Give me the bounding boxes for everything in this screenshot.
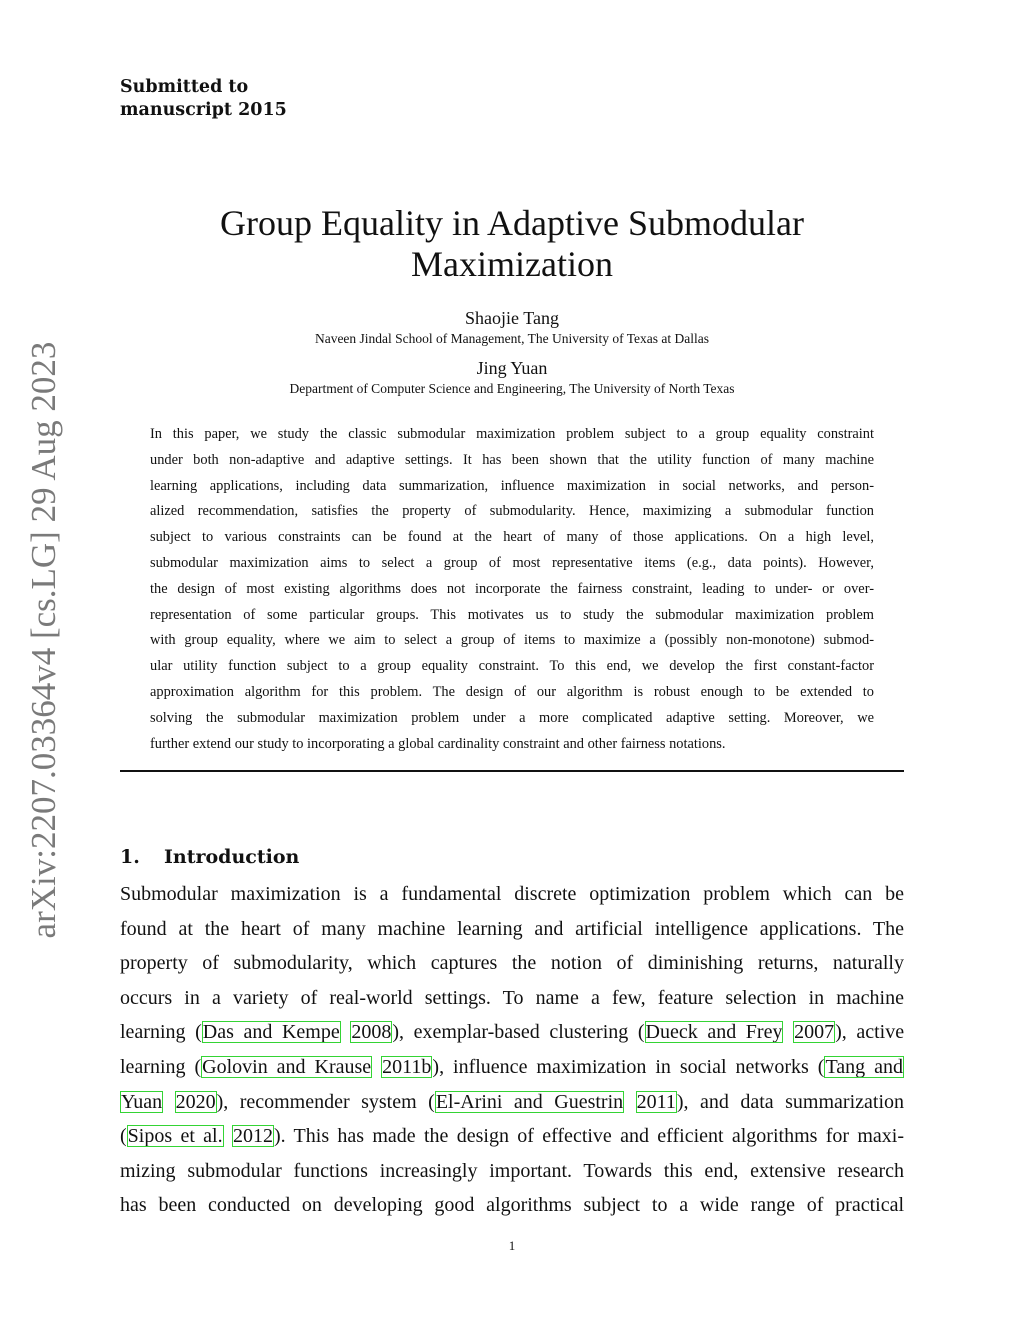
abstract-line: under both non-adaptive and adaptive settings. It has been shown that the utility function of many machine [150, 451, 874, 468]
journal-header [120, 76, 287, 122]
body-line [120, 1015, 904, 1050]
abstract [150, 422, 874, 757]
citation-link-tang-yuan-cont[interactable]: Yuan [121, 1090, 163, 1113]
abstract-divider [120, 770, 904, 772]
abstract-line: alized recommendation, satisfies the property of submodularity. Hence, maximizing a submodular function [150, 503, 874, 520]
abstract-line: subject to various constraints can be found at the heart of many of those applications. On a high level, [150, 529, 874, 546]
body-line: found at the heart of many machine learning and artificial intelligence applications. The [120, 917, 904, 940]
citation-link-das-kempe[interactable]: Das and Kempe [202, 1021, 340, 1044]
body-line [120, 1085, 904, 1120]
abstract-line: ular utility function subject to a group equality constraint. To this end, we develop the first constant-factor [150, 658, 874, 675]
header-line-1: Submitted to [120, 77, 249, 97]
section-title: Introduction [164, 846, 300, 868]
title-line-1: Group Equality in Adaptive Submodular [220, 203, 804, 243]
citation-link-dueck-frey-year[interactable]: 2007 [794, 1021, 835, 1044]
body-text-run: ), and data summarization [676, 1090, 904, 1113]
abstract-line: further extend our study to incorporating a global cardinality constraint and other fairness notations. [150, 735, 726, 752]
header-line-2: manuscript 2015 [120, 100, 287, 120]
citation-link-golovin-krause[interactable]: Golovin and Krause [202, 1055, 372, 1078]
body-line [120, 1050, 904, 1085]
body-text-run: learning ( [120, 1021, 202, 1044]
abstract-line: representation of some particular groups. This motivates us to study the submodular maximization problem [150, 606, 874, 623]
citation-link-tang-yuan[interactable]: Tang and [825, 1055, 903, 1078]
abstract-line: with group equality, where we aim to select a group of items to maximize a (possibly non-monotone) submod- [150, 632, 874, 649]
author-name: Jing Yuan [476, 358, 548, 378]
body-text-run: ), recommender system ( [216, 1090, 435, 1113]
citation-link-tang-yuan-year[interactable]: 2020 [175, 1090, 216, 1113]
citation-link-golovin-krause-year[interactable]: 2011b [382, 1055, 432, 1078]
body-text-run: learning ( [120, 1055, 202, 1078]
body-text-run: ), active [835, 1021, 905, 1044]
author-affiliation: Department of Computer Science and Engineering, The University of North Texas [289, 381, 735, 396]
section-heading [120, 845, 299, 869]
author-name: Shaojie Tang [465, 308, 559, 328]
citation-link-el-arini-guestrin-year[interactable]: 2011 [636, 1090, 676, 1113]
abstract-line: the design of most existing algorithms does not incorporate the fairness constraint, leading to under- or over- [150, 580, 874, 597]
author-block-2 [140, 357, 884, 398]
page-number: 1 [508, 1238, 516, 1253]
body-line: occurs in a variety of real-world settings. To name a few, feature selection in machine [120, 986, 904, 1009]
section-number: 1. [120, 846, 140, 868]
body-line: Submodular maximization is a fundamental discrete optimization problem which can be [120, 883, 904, 905]
body-text-run: ), influence maximization in social networks ( [432, 1055, 825, 1078]
body-line [120, 1119, 904, 1154]
body-line: mizing submodular functions increasingly important. Towards this end, extensive research [120, 1159, 904, 1182]
body-text-run: ). This has made the design of effective and efficient algorithms for maxi- [273, 1125, 904, 1148]
abstract-line: submodular maximization aims to select a group of most representative items (e.g., data points). However, [150, 554, 874, 571]
author-affiliation: Naveen Jindal School of Management, The University of Texas at Dallas [314, 331, 710, 346]
abstract-line: learning applications, including data summarization, influence maximization in social networks, and person- [150, 477, 874, 494]
citation-link-sipos-year[interactable]: 2012 [232, 1125, 273, 1148]
body-text-run: ), exemplar-based clustering ( [392, 1021, 645, 1044]
title-line-2: Maximization [411, 244, 613, 284]
citation-link-das-kempe-year[interactable]: 2008 [351, 1021, 392, 1044]
author-block-1 [140, 307, 884, 348]
body-line: has been conducted on developing good algorithms subject to a wide range of practical [120, 1194, 904, 1217]
introduction-body [120, 877, 904, 1223]
body-text-run: ( [120, 1125, 127, 1148]
arxiv-identifier-stamp: arXiv:2207.03364v4 [cs.LG] 29 Aug 2023 [24, 341, 63, 939]
abstract-line: In this paper, we study the classic submodular maximization problem subject to a group equality constraint [150, 426, 874, 442]
citation-link-el-arini-guestrin[interactable]: El-Arini and Guestrin [435, 1090, 624, 1113]
body-line: property of submodularity, which captures the notion of diminishing returns, naturally [120, 952, 904, 975]
citation-link-sipos[interactable]: Sipos et al. [127, 1125, 223, 1148]
citation-link-dueck-frey[interactable]: Dueck and Frey [645, 1021, 783, 1044]
abstract-line: solving the submodular maximization problem under a more complicated adaptive setting. Moreover, we [150, 709, 874, 726]
abstract-line: approximation algorithm for this problem. The design of our algorithm is robust enough to be extended to [150, 683, 874, 700]
paper-title [140, 203, 884, 285]
